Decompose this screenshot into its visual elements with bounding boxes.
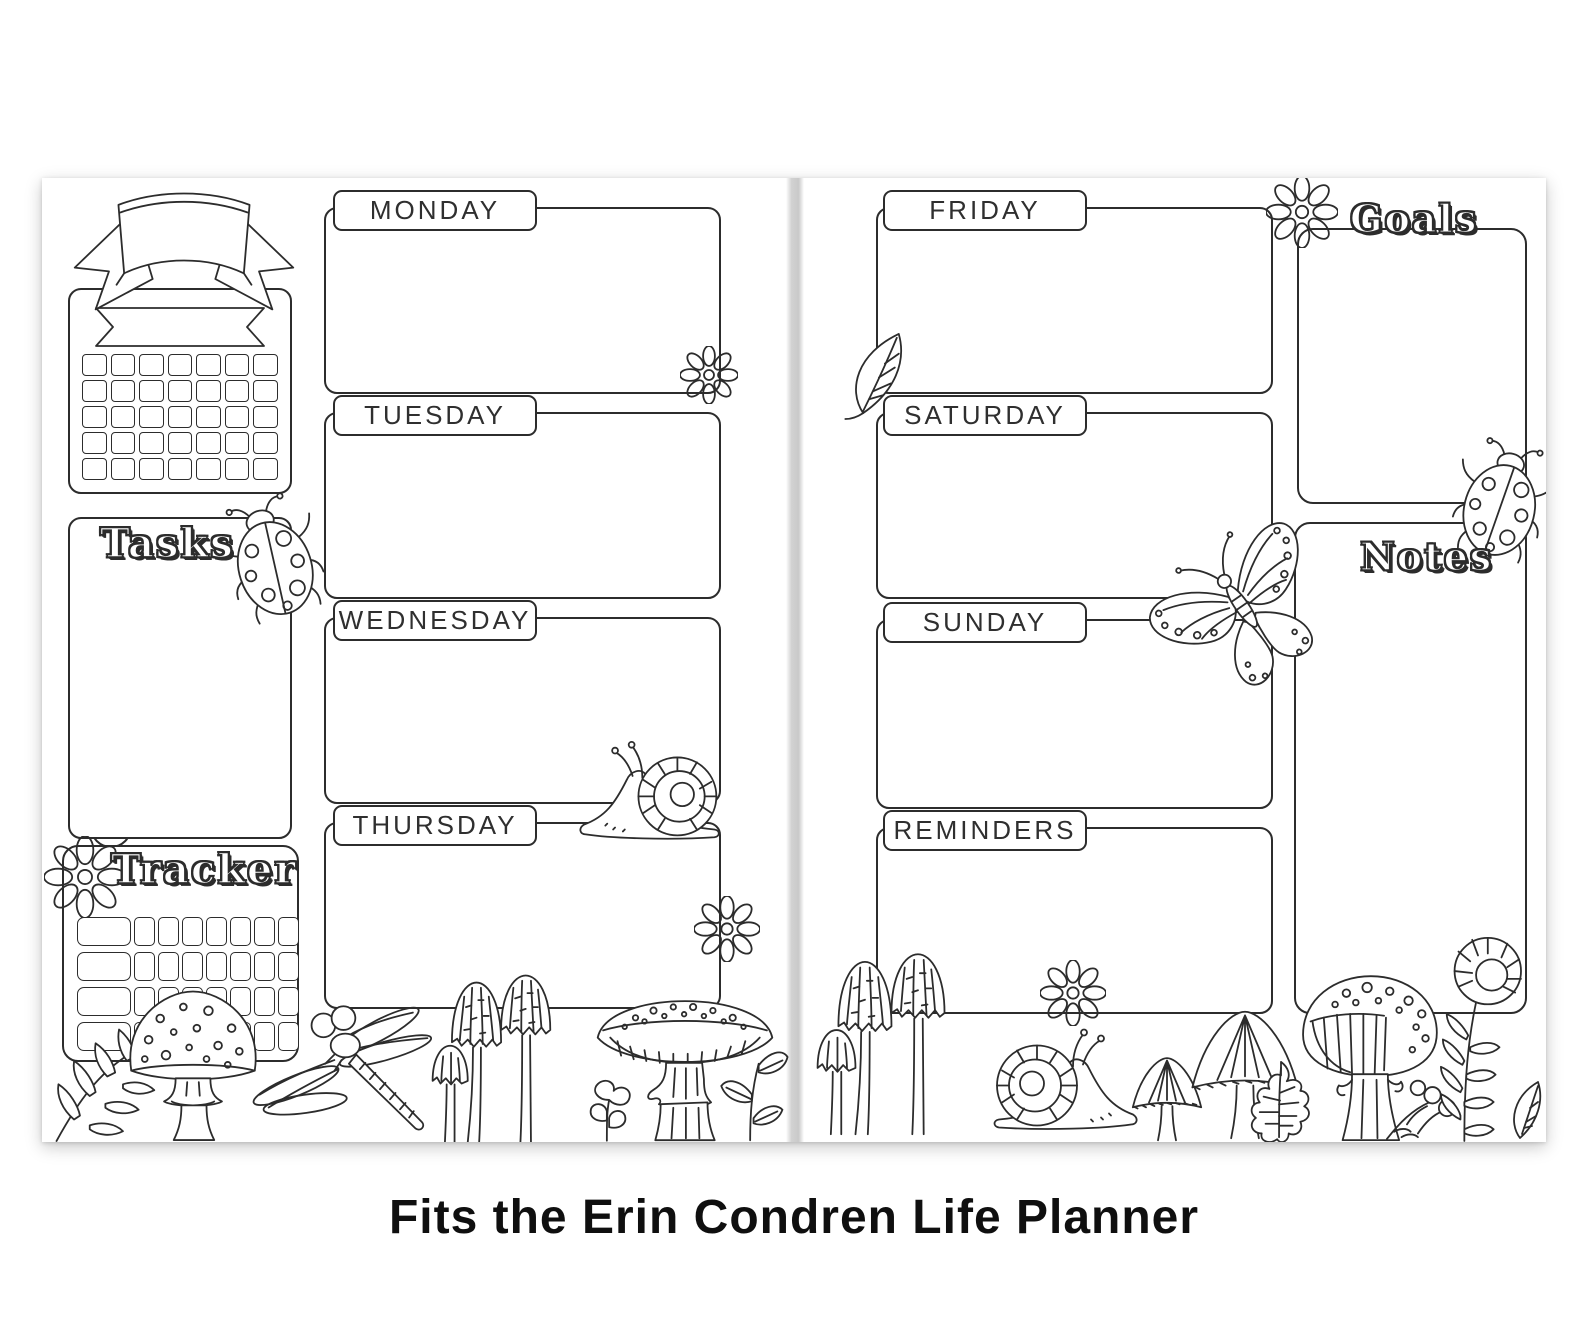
calendar-day-cell (253, 458, 278, 480)
calendar-day-cell (82, 354, 107, 376)
calendar-day-cell (225, 354, 250, 376)
ribbon-banner-icon (60, 184, 308, 336)
thursday-label: THURSDAY (352, 810, 518, 840)
tracker-day-cell (158, 917, 179, 946)
thursday-tab (333, 805, 537, 846)
calendar-day-cell (253, 354, 278, 376)
snail-icon (975, 1022, 1145, 1140)
calendar-day-cell (82, 432, 107, 454)
tracker-day-cell (206, 917, 227, 946)
tracker-day-cell (254, 917, 275, 946)
tracker-row-label-cell (77, 917, 131, 946)
notes-title: Notes (1360, 534, 1494, 579)
friday-box (876, 207, 1273, 394)
calendar-day-cell (196, 380, 221, 402)
monday-tab (333, 190, 537, 231)
tuesday-box (324, 412, 721, 599)
friday-label: FRIDAY (929, 195, 1041, 225)
tracker-day-cell (230, 917, 251, 946)
calendar-day-cell (225, 458, 250, 480)
saturday-label: SATURDAY (904, 400, 1066, 430)
calendar-day-cell (168, 406, 193, 428)
goals-title: Goals (1350, 196, 1479, 241)
wednesday-tab (333, 600, 537, 641)
tracker-day-cell (134, 952, 155, 981)
calendar-day-cell (82, 458, 107, 480)
ink-cap-mushrooms-icon (420, 965, 598, 1142)
tracker-day-cell (134, 917, 155, 946)
tracker-row (77, 952, 299, 981)
reminders-label: REMINDERS (893, 815, 1077, 845)
calendar-day-cell (225, 406, 250, 428)
tracker-day-cell (278, 952, 299, 981)
tracker-day-cell (278, 917, 299, 946)
calendar-day-cell (82, 380, 107, 402)
calendar-day-cell (168, 432, 193, 454)
calendar-day-cell (196, 432, 221, 454)
tracker-day-cell (206, 952, 227, 981)
tracker-row (77, 917, 299, 946)
calendar-day-cell (111, 380, 136, 402)
calendar-day-cell (253, 380, 278, 402)
calendar-day-cell (196, 406, 221, 428)
dragonfly-icon (242, 998, 434, 1142)
calendar-day-cell (139, 406, 164, 428)
calendar-day-cell (168, 458, 193, 480)
ink-cap-mushrooms-icon (810, 938, 990, 1142)
calendar-day-cell (111, 354, 136, 376)
leaf-icon (834, 326, 916, 420)
daisy-flower-icon (680, 346, 738, 404)
tracker-day-cell (182, 952, 203, 981)
calendar-day-cell (139, 354, 164, 376)
parsley-sprig-icon (578, 1075, 638, 1142)
calendar-day-cell (168, 354, 193, 376)
leaf-sprig-icon (1498, 1078, 1546, 1142)
calendar-day-cell (139, 458, 164, 480)
tracker-title: Tracker (111, 846, 298, 893)
caption-text: Fits the Erin Condren Life Planner (388, 1191, 1200, 1244)
monday-label: MONDAY (369, 195, 501, 225)
tracker-day-cell (158, 952, 179, 981)
tracker-day-cell (230, 952, 251, 981)
leaf-twig-icon (712, 1040, 790, 1142)
planner-two-page-spread (42, 178, 1546, 1142)
tracker-day-cell (254, 952, 275, 981)
calendar-day-cell (168, 380, 193, 402)
tracker-row-label-cell (77, 952, 131, 981)
calendar-day-cell (225, 432, 250, 454)
page-gap-divider (786, 178, 804, 1142)
tuesday-tab (333, 395, 537, 436)
calendar-day-cell (82, 406, 107, 428)
daisy-flower-icon (1040, 960, 1106, 1026)
wednesday-label: WEDNESDAY (338, 605, 532, 635)
calendar-day-cell (111, 458, 136, 480)
calendar-day-cell (139, 432, 164, 454)
calendar-day-cell (196, 354, 221, 376)
monday-box (324, 207, 721, 394)
calendar-day-cell (196, 458, 221, 480)
calendar-day-cell (225, 380, 250, 402)
calendar-day-cell (253, 406, 278, 428)
tasks-title: Tasks (100, 520, 235, 567)
daisy-flower-icon (694, 896, 760, 962)
sunday-tab (883, 602, 1087, 643)
calendar-grid (82, 354, 278, 480)
calendar-day-cell (139, 380, 164, 402)
tracker-day-cell (182, 917, 203, 946)
reminders-tab (883, 810, 1087, 851)
tuesday-label: TUESDAY (364, 400, 506, 430)
daisy-flower-icon (1266, 178, 1338, 248)
calendar-day-cell (111, 432, 136, 454)
sunday-label: SUNDAY (922, 607, 1048, 637)
calendar-day-cell (111, 406, 136, 428)
calendar-day-cell (253, 432, 278, 454)
snail-icon (570, 736, 740, 848)
friday-tab (883, 190, 1087, 231)
